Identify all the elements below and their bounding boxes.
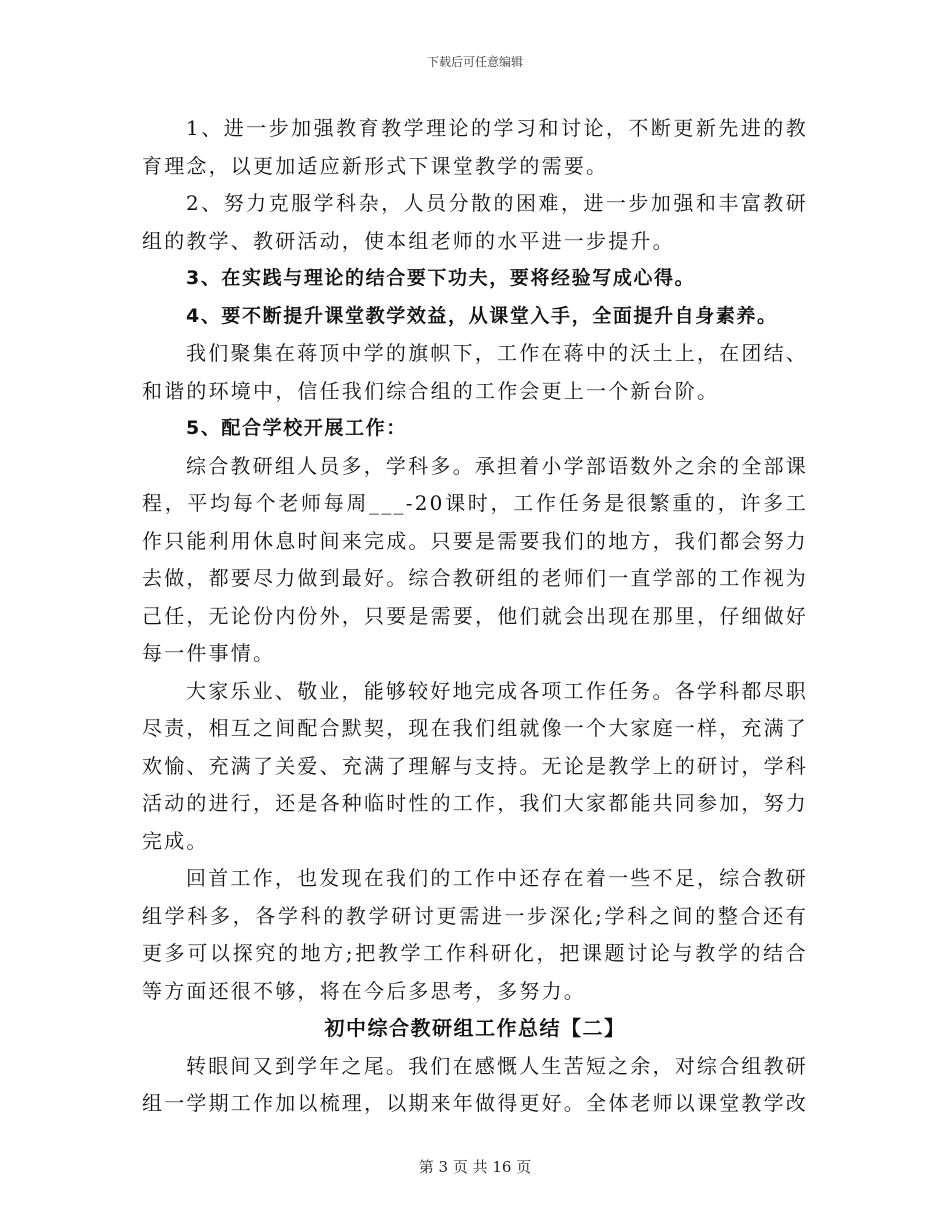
paragraph-1: 1、进一步加强教育教学理论的学习和讨论，不断更新先进的教育理念，以更加适应新形式下课堂教学的需要。 (142, 116, 808, 178)
paragraph-2: 2、努力克服学科杂，人员分散的困难，进一步加强和丰富教研组的教学、教研活动，使本组老师的水平进一步提升。 (142, 191, 808, 253)
page-number: 第 3 页 共 16 页 (418, 1158, 532, 1176)
closing-paragraph: 转眼间又到学年之尾。我们在感慨人生苦短之余，对综合组教研组一学期工作加以梳理，以期来年做得更好。全体老师以课堂教学改 (142, 1053, 808, 1115)
paragraph-3: 3、在实践与理论的结合要下功夫，要将经验写成心得。 (186, 267, 696, 289)
paragraph-4: 4、要不断提升课堂教学效益，从课堂入手，全面提升自身素养。 (186, 304, 778, 327)
paragraph-8: 大家乐业、敬业，能够较好地完成各项工作任务。各学科都尽职尽责，相互之间配合默契，现在我们组就像一个大家庭一样，充满了欢愉、充满了关爱、充满了理解与支持。无论是教学上的研讨，学科活动的进行，还是各种临时性的工作，我们大家都能共同参加，努力完成。 (142, 678, 808, 853)
document-body (142, 110, 808, 1123)
paragraph-7: 综合教研组人员多，学科多。承担着小学部语数外之余的全部课程，平均每个老师每周___-20课时，工作任务是很繁重的，许多工作只能利用休息时间来完成。只要是需要我们的地方，我们都会努力去做，都要尽力做到最好。综合教研组的老师们一直学部的工作视为己任，无论份内份外，只要是需要，他们就会出现在那里，仔细做好每一件事情。 (142, 453, 808, 665)
paragraph-6: 5、配合学校开展工作： (186, 417, 407, 439)
section-title: 初中综合教研组工作总结【二】 (324, 1016, 626, 1040)
paragraph-9: 回首工作，也发现在我们的工作中还存在着一些不足，综合教研组学科多，各学科的教学研讨更需进一步深化;学科之间的整合还有更多可以探究的地方;把教学工作科研化，把课题讨论与教学的结合等方面还很不够，将在今后多思考，多努力。 (142, 866, 808, 1003)
page-header: 下载后可任意编辑 (426, 55, 523, 69)
paragraph-5: 我们聚集在蒋顶中学的旗帜下，工作在蒋中的沃土上，在团结、和谐的环境中，信任我们综合组的工作会更上一个新台阶。 (142, 341, 808, 403)
